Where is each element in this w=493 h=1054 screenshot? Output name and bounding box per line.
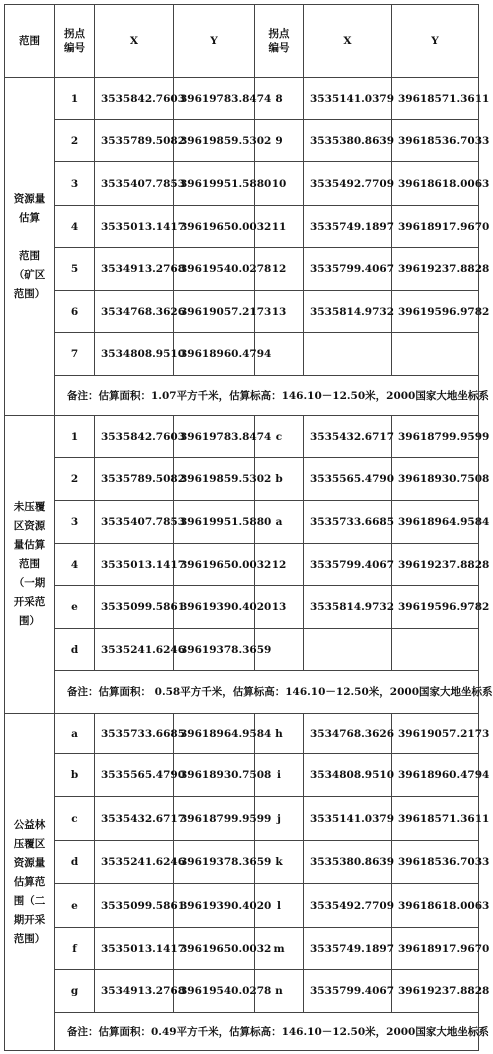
point-no-cell-2: b bbox=[255, 458, 304, 501]
x-coord-cell: 3535407.7853 bbox=[95, 162, 174, 206]
x-coord-cell-2: 3535380.8639 bbox=[304, 120, 392, 162]
point-no-cell: b bbox=[55, 754, 95, 797]
y-coord-cell-2: 39618536.7033 bbox=[392, 841, 479, 884]
y-coord-cell: 39619650.0032 bbox=[174, 206, 255, 248]
y-coord-cell: 39619378.3659 bbox=[174, 629, 255, 671]
x-coord-cell: 3535733.6685 bbox=[95, 714, 174, 754]
header-point-no-line2: 编号 bbox=[64, 42, 85, 54]
y-coord-cell: 39619650.0032 bbox=[174, 544, 255, 586]
point-no-cell: 3 bbox=[55, 162, 95, 206]
region-line: 资源量 bbox=[13, 856, 46, 869]
header-y: Y bbox=[174, 5, 255, 78]
table-row bbox=[5, 458, 479, 501]
y-coord-cell-2: 39618964.9584 bbox=[392, 501, 479, 544]
table-row bbox=[5, 544, 479, 586]
y-coord-cell-2 bbox=[392, 333, 479, 376]
table-row bbox=[5, 629, 479, 671]
region-line: 范围） bbox=[13, 932, 46, 945]
table-row bbox=[5, 501, 479, 544]
region-line: 期开采 bbox=[13, 913, 46, 926]
point-no-cell-2: 8 bbox=[255, 78, 304, 120]
x-coord-cell-2: 3535749.1897 bbox=[304, 206, 392, 248]
point-no-cell: 5 bbox=[55, 248, 95, 291]
table-row bbox=[5, 333, 479, 376]
point-no-cell: 2 bbox=[55, 458, 95, 501]
x-coord-cell-2: 3535380.8639 bbox=[304, 841, 392, 884]
header-region: 范围 bbox=[5, 5, 55, 78]
point-no-cell: a bbox=[55, 714, 95, 754]
header-point-no bbox=[55, 5, 95, 78]
point-no-cell-2: a bbox=[255, 501, 304, 544]
y-coord-cell: 39619540.0278 bbox=[174, 248, 255, 291]
x-coord-cell-2: 3534768.3626 bbox=[304, 714, 392, 754]
note-cell: 备注：估算面积： 0.58平方千米，估算标高：146.10－12.50米，2000国家大地坐标系 bbox=[55, 671, 479, 714]
y-coord-cell-2: 39618917.9670 bbox=[392, 928, 479, 970]
point-no-cell: d bbox=[55, 841, 95, 884]
y-coord-cell-2: 39618960.4794 bbox=[392, 754, 479, 797]
point-no-cell: f bbox=[55, 928, 95, 970]
x-coord-cell: 3534808.9510 bbox=[95, 333, 174, 376]
y-coord-cell-2 bbox=[392, 629, 479, 671]
coordinate-table-document bbox=[4, 4, 493, 1051]
y-coord-cell-2: 39618930.7508 bbox=[392, 458, 479, 501]
y-coord-cell: 39619783.8474 bbox=[174, 416, 255, 458]
point-no-cell-2: h bbox=[255, 714, 304, 754]
region-line bbox=[9, 228, 50, 247]
table-row bbox=[5, 928, 479, 970]
x-coord-cell-2: 3535492.7709 bbox=[304, 162, 392, 206]
x-coord-cell: 3535432.6717 bbox=[95, 797, 174, 841]
point-no-cell: d bbox=[55, 629, 95, 671]
y-coord-cell: 39619783.8474 bbox=[174, 78, 255, 120]
x-coord-cell-2: 3535799.4067 bbox=[304, 544, 392, 586]
y-coord-cell-2: 39619596.9782 bbox=[392, 291, 479, 333]
y-coord-cell-2: 39618917.9670 bbox=[392, 206, 479, 248]
point-no-cell: 6 bbox=[55, 291, 95, 333]
header-point-no-2-line2: 编号 bbox=[268, 42, 290, 54]
x-coord-cell: 3535241.6246 bbox=[95, 841, 174, 884]
y-coord-cell-2: 39619237.8828 bbox=[392, 248, 479, 291]
point-no-cell-2: 10 bbox=[255, 162, 304, 206]
x-coord-cell-2: 3535749.1897 bbox=[304, 928, 392, 970]
y-coord-cell: 39618964.9584 bbox=[174, 714, 255, 754]
point-no-cell: 1 bbox=[55, 416, 95, 458]
region-line: 资源量 bbox=[13, 192, 46, 205]
y-coord-cell-2: 39618618.0063 bbox=[392, 884, 479, 928]
point-no-cell-2: k bbox=[255, 841, 304, 884]
y-coord-cell: 39619540.0278 bbox=[174, 970, 255, 1013]
table-row bbox=[5, 162, 479, 206]
y-coord-cell: 39619951.5880 bbox=[174, 501, 255, 544]
region-cell bbox=[5, 78, 55, 416]
x-coord-cell: 3535789.5082 bbox=[95, 458, 174, 501]
table-row bbox=[5, 120, 479, 162]
x-coord-cell-2: 3535733.6685 bbox=[304, 501, 392, 544]
region-line: 量估算 bbox=[13, 539, 46, 551]
x-coord-cell: 3534768.3626 bbox=[95, 291, 174, 333]
x-coord-cell: 3535565.4790 bbox=[95, 754, 174, 797]
point-no-cell-2: i bbox=[255, 754, 304, 797]
y-coord-cell-2: 39618618.0063 bbox=[392, 162, 479, 206]
table-row bbox=[5, 797, 479, 841]
x-coord-cell-2: 3535141.0379 bbox=[304, 797, 392, 841]
region-line: 估算 bbox=[19, 211, 40, 224]
header-x-2: X bbox=[304, 5, 392, 78]
header-point-no-2-line1: 拐点 bbox=[268, 28, 290, 40]
table-row bbox=[5, 416, 479, 458]
y-coord-cell-2: 39619237.8828 bbox=[392, 544, 479, 586]
y-coord-cell-2: 39618799.9599 bbox=[392, 416, 479, 458]
point-no-cell: c bbox=[55, 797, 95, 841]
region-line: 公益林 bbox=[13, 818, 46, 831]
region-line: 围） bbox=[19, 615, 40, 627]
region-line: （一期 bbox=[13, 577, 46, 589]
region-line: 压覆区 bbox=[13, 837, 46, 850]
y-coord-cell: 39619390.4020 bbox=[174, 884, 255, 928]
table-row bbox=[5, 206, 479, 248]
note-row bbox=[5, 1013, 479, 1051]
y-coord-cell: 39618930.7508 bbox=[174, 754, 255, 797]
x-coord-cell-2: 3535814.9732 bbox=[304, 291, 392, 333]
x-coord-cell-2: 3535432.6717 bbox=[304, 416, 392, 458]
point-no-cell: 4 bbox=[55, 544, 95, 586]
note-row bbox=[5, 671, 479, 714]
x-coord-cell: 3535789.5082 bbox=[95, 120, 174, 162]
point-no-cell-2: c bbox=[255, 416, 304, 458]
y-coord-cell-2: 39618571.3611 bbox=[392, 78, 479, 120]
point-no-cell-2: m bbox=[255, 928, 304, 970]
x-coord-cell: 3534913.2768 bbox=[95, 248, 174, 291]
x-coord-cell-2: 3535814.9732 bbox=[304, 586, 392, 629]
y-coord-cell-2: 39618536.7033 bbox=[392, 120, 479, 162]
region-line: 估算范 bbox=[13, 875, 46, 888]
point-no-cell: e bbox=[55, 586, 95, 629]
x-coord-cell-2: 3535492.7709 bbox=[304, 884, 392, 928]
x-coord-cell-2: 3535141.0379 bbox=[304, 78, 392, 120]
x-coord-cell: 3535099.5861 bbox=[95, 884, 174, 928]
y-coord-cell: 39619859.5302 bbox=[174, 458, 255, 501]
table-body bbox=[5, 5, 493, 1051]
note-cell: 备注：估算面积：0.49平方千米，估算标高：146.10－12.50米，2000国家大地坐标系 bbox=[55, 1013, 479, 1051]
x-coord-cell: 3535013.1417 bbox=[95, 206, 174, 248]
y-coord-cell: 39619057.2173 bbox=[174, 291, 255, 333]
table-row bbox=[5, 291, 479, 333]
y-coord-cell: 39619951.5880 bbox=[174, 162, 255, 206]
point-no-cell-2: 9 bbox=[255, 120, 304, 162]
header-y-2: Y bbox=[392, 5, 479, 78]
point-no-cell-2: j bbox=[255, 797, 304, 841]
x-coord-cell-2 bbox=[304, 629, 392, 671]
point-no-cell-2: 12 bbox=[255, 248, 304, 291]
y-coord-cell: 39618960.4794 bbox=[174, 333, 255, 376]
header-point-no-line1: 拐点 bbox=[64, 28, 85, 40]
y-coord-cell: 39618799.9599 bbox=[174, 797, 255, 841]
point-no-cell: g bbox=[55, 970, 95, 1013]
x-coord-cell: 3535013.1417 bbox=[95, 928, 174, 970]
table-row bbox=[5, 754, 479, 797]
x-coord-cell: 3535099.5861 bbox=[95, 586, 174, 629]
table-row bbox=[5, 970, 479, 1013]
header-row bbox=[5, 5, 479, 78]
point-no-cell: 1 bbox=[55, 78, 95, 120]
header-x: X bbox=[95, 5, 174, 78]
y-coord-cell-2: 39618571.3611 bbox=[392, 797, 479, 841]
x-coord-cell-2: 3534808.9510 bbox=[304, 754, 392, 797]
header-point-no-2 bbox=[255, 5, 304, 78]
x-coord-cell-2: 3535565.4790 bbox=[304, 458, 392, 501]
y-coord-cell-2: 39619057.2173 bbox=[392, 714, 479, 754]
y-coord-cell: 39619378.3659 bbox=[174, 841, 255, 884]
point-no-cell: 4 bbox=[55, 206, 95, 248]
point-no-cell-2: 13 bbox=[255, 291, 304, 333]
table-row bbox=[5, 78, 479, 120]
y-coord-cell: 39619650.0032 bbox=[174, 928, 255, 970]
region-line: 范围） bbox=[13, 287, 46, 300]
region-line: 范围 bbox=[19, 558, 40, 570]
region-cell bbox=[5, 416, 55, 714]
table-row bbox=[5, 714, 479, 754]
region-cell bbox=[5, 714, 55, 1051]
x-coord-cell: 3535241.6246 bbox=[95, 629, 174, 671]
point-no-cell: e bbox=[55, 884, 95, 928]
table-row bbox=[5, 884, 479, 928]
region-line: 开采范 bbox=[13, 596, 46, 608]
point-no-cell-2: 12 bbox=[255, 544, 304, 586]
region-line: 围（二 bbox=[13, 894, 46, 907]
x-coord-cell: 3535842.7603 bbox=[95, 78, 174, 120]
x-coord-cell: 3534913.2768 bbox=[95, 970, 174, 1013]
region-line: 未压覆 bbox=[13, 501, 46, 513]
table-row bbox=[5, 586, 479, 629]
x-coord-cell: 3535407.7853 bbox=[95, 501, 174, 544]
point-no-cell: 3 bbox=[55, 501, 95, 544]
point-no-cell-2: n bbox=[255, 970, 304, 1013]
note-cell: 备注：估算面积：1.07平方千米，估算标高：146.10－12.50米，2000国家大地坐标系 bbox=[55, 376, 479, 416]
x-coord-cell-2 bbox=[304, 333, 392, 376]
y-coord-cell-2: 39619596.9782 bbox=[392, 586, 479, 629]
coordinate-table bbox=[4, 4, 493, 1051]
x-coord-cell-2: 3535799.4067 bbox=[304, 248, 392, 291]
y-coord-cell-2: 39619237.8828 bbox=[392, 970, 479, 1013]
region-line: 区资源 bbox=[13, 520, 46, 532]
x-coord-cell: 3535013.1417 bbox=[95, 544, 174, 586]
region-line: （矿区 bbox=[13, 268, 46, 281]
y-coord-cell: 39619859.5302 bbox=[174, 120, 255, 162]
note-row bbox=[5, 376, 479, 416]
region-line: 范围 bbox=[19, 249, 40, 262]
point-no-cell-2: 13 bbox=[255, 586, 304, 629]
point-no-cell: 7 bbox=[55, 333, 95, 376]
point-no-cell: 2 bbox=[55, 120, 95, 162]
y-coord-cell: 39619390.4020 bbox=[174, 586, 255, 629]
point-no-cell-2: l bbox=[255, 884, 304, 928]
table-row bbox=[5, 248, 479, 291]
point-no-cell-2: 11 bbox=[255, 206, 304, 248]
x-coord-cell: 3535842.7603 bbox=[95, 416, 174, 458]
x-coord-cell-2: 3535799.4067 bbox=[304, 970, 392, 1013]
table-row bbox=[5, 841, 479, 884]
